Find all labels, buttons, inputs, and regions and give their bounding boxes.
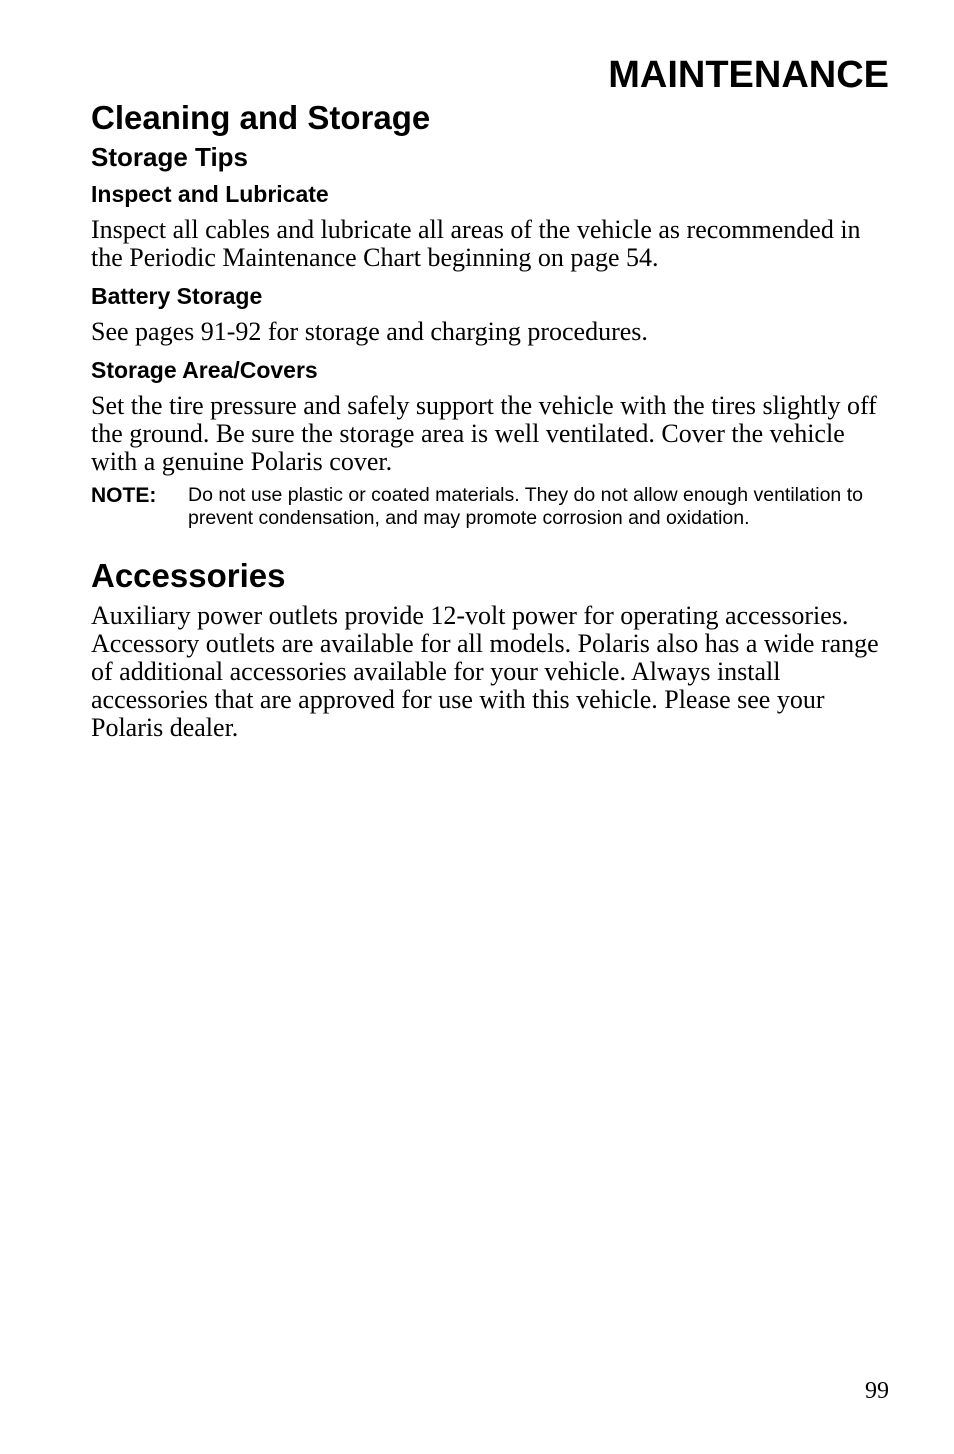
storage-area-text: Set the tire pressure and safely support the vehicle with the tires slightly off the ground. Be sure the storage area is well ventilated. Cover the vehicle with a genuine Polaris cover. (91, 391, 877, 476)
battery-storage-text: See pages 91-92 for storage and charging procedures. (91, 317, 648, 346)
page-number: 99 (865, 1378, 889, 1404)
battery-storage-heading: Battery Storage (91, 283, 263, 309)
cleaning-storage-title: Cleaning and Storage (91, 99, 431, 136)
inspect-lubricate-text: Inspect all cables and lubricate all areas of the vehicle as recommended in the Periodic Maintenance Chart beginning on page 54. (91, 215, 861, 272)
inspect-lubricate-heading: Inspect and Lubricate (91, 181, 329, 207)
storage-note (91, 484, 889, 530)
page-content (91, 96, 889, 750)
storage-area-heading: Storage Area/Covers (91, 357, 318, 383)
accessories-text: Auxiliary power outlets provide 12-volt power for operating accessories. Accessory outlets are available for all models. Polaris also has a wide range of additional accessories available for your vehicle. Always install accessories that are approved for use with this vehicle. Please see your Polaris dealer. (91, 601, 879, 742)
accessories-title: Accessories (91, 557, 286, 594)
section-header: MAINTENANCE (608, 54, 889, 96)
storage-tips-heading: Storage Tips (91, 142, 249, 172)
note-text: Do not use plastic or coated materials. They do not allow enough ventilation to prevent condensation, and may promote corrosion and oxidation. (188, 484, 863, 529)
note-label: NOTE: (91, 484, 157, 507)
